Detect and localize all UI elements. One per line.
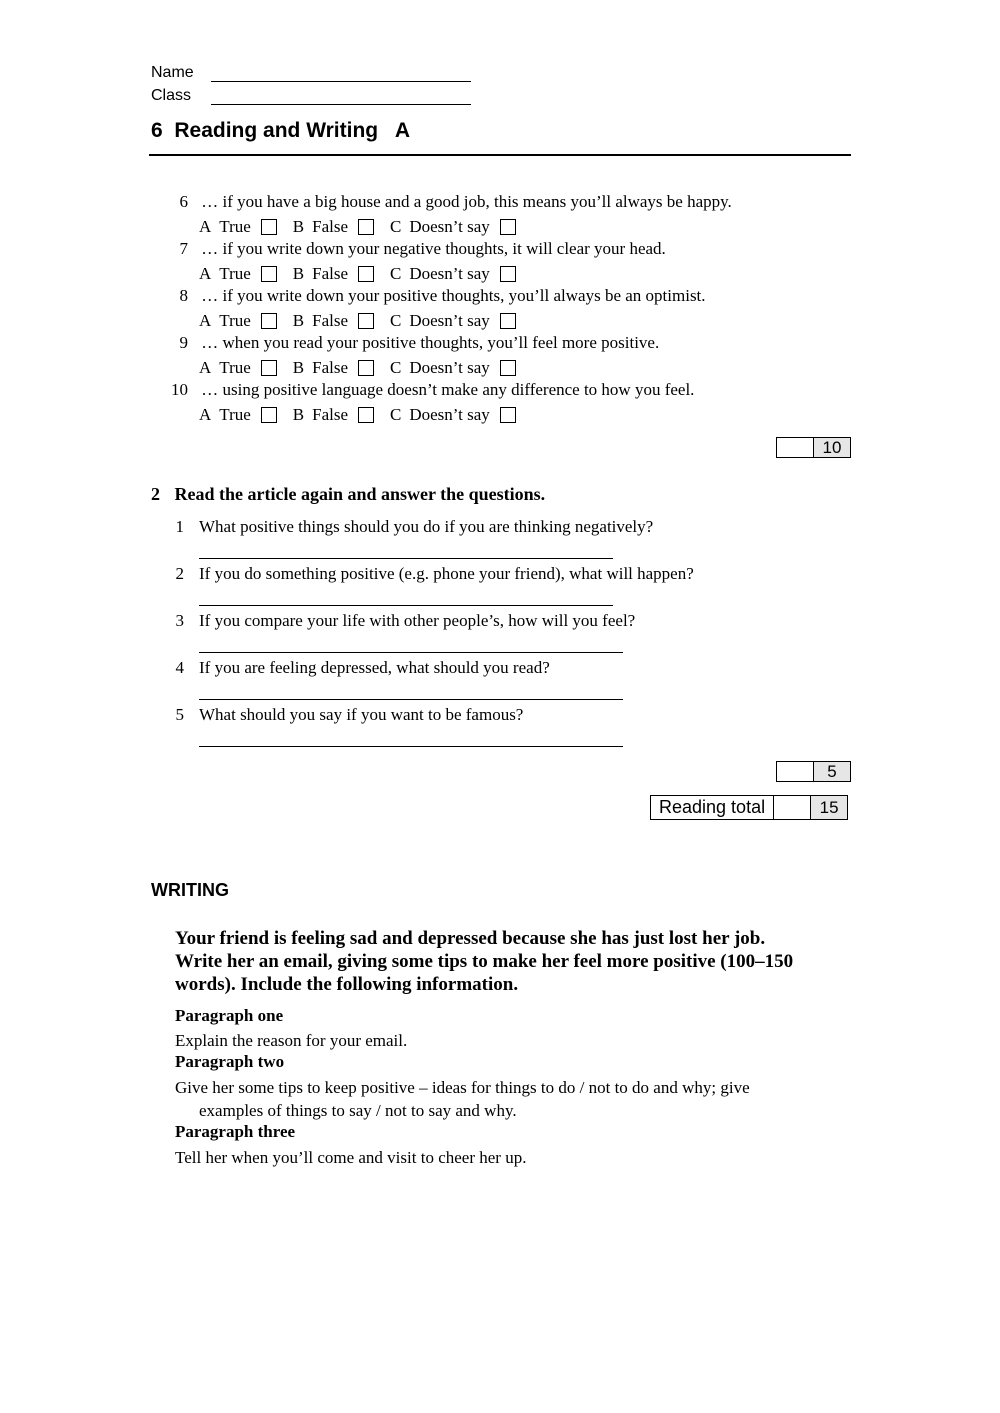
paragraph-heading: Paragraph one xyxy=(175,1006,284,1025)
score-max: 10 xyxy=(814,438,850,457)
title-divider xyxy=(149,154,851,156)
option-letter: A xyxy=(199,217,212,236)
false-checkbox[interactable] xyxy=(358,219,374,235)
task-line: Your friend is feeling sad and depressed because she has just lost her job. xyxy=(175,928,766,949)
question-text: … when you read your positive thoughts, you’ll feel more positive. xyxy=(201,333,660,352)
option-label: False xyxy=(312,405,349,424)
section-title: Read the article again and answer the questions. xyxy=(174,484,546,504)
question-number: 4 xyxy=(175,658,184,677)
tf-question xyxy=(160,192,732,215)
option-label: Doesn’t say xyxy=(409,405,490,424)
option-label: False xyxy=(312,217,349,236)
doesnt-say-checkbox[interactable] xyxy=(500,266,516,282)
answer-options xyxy=(160,215,732,239)
true-checkbox[interactable] xyxy=(261,360,277,376)
false-checkbox[interactable] xyxy=(358,313,374,329)
question-text: If you do something positive (e.g. phone your friend), what will happen? xyxy=(199,564,694,583)
question-text: If you compare your life with other people’s, how will you feel? xyxy=(199,611,636,630)
paragraph-text: Tell her when you’ll come and visit to cheer her up. xyxy=(175,1148,527,1167)
open-question xyxy=(160,658,694,705)
true-checkbox[interactable] xyxy=(261,266,277,282)
open-question xyxy=(160,517,694,564)
question-text: If you are feeling depressed, what should you read? xyxy=(199,658,550,677)
false-checkbox[interactable] xyxy=(358,360,374,376)
option-letter: A xyxy=(199,358,212,377)
name-field[interactable] xyxy=(211,81,471,82)
option-letter: C xyxy=(390,217,402,236)
class-label: Class xyxy=(151,87,192,104)
option-label: True xyxy=(219,358,251,377)
option-label: Doesn’t say xyxy=(409,264,490,283)
tf-question xyxy=(160,286,732,309)
class-field[interactable] xyxy=(211,104,471,105)
true-checkbox[interactable] xyxy=(261,313,277,329)
false-checkbox[interactable] xyxy=(358,266,374,282)
name-label: Name xyxy=(151,64,194,81)
answer-line[interactable] xyxy=(199,652,623,653)
question-number: 5 xyxy=(175,705,184,724)
answer-options xyxy=(160,262,732,286)
paragraph-heading: Paragraph two xyxy=(175,1052,285,1071)
answer-line[interactable] xyxy=(199,699,623,700)
answer-options xyxy=(160,309,732,333)
tf-question-list xyxy=(160,192,732,427)
option-letter: B xyxy=(292,264,305,283)
option-letter: B xyxy=(292,405,305,424)
true-checkbox[interactable] xyxy=(261,407,277,423)
score-max: 15 xyxy=(811,796,847,819)
open-question xyxy=(160,564,694,611)
answer-line[interactable] xyxy=(199,558,613,559)
doesnt-say-checkbox[interactable] xyxy=(500,360,516,376)
option-letter: C xyxy=(390,311,402,330)
false-checkbox[interactable] xyxy=(358,407,374,423)
task-line: words). Include the following information. xyxy=(175,974,519,995)
doesnt-say-checkbox[interactable] xyxy=(500,219,516,235)
score-max: 5 xyxy=(814,762,850,781)
score-entry[interactable] xyxy=(777,438,814,457)
option-letter: A xyxy=(199,264,212,283)
page-title: 6 Reading and Writing A xyxy=(151,119,411,142)
doesnt-say-checkbox[interactable] xyxy=(500,313,516,329)
question-text: … if you write down your negative thoughts, it will clear your head. xyxy=(201,239,666,258)
reading-total-score xyxy=(774,795,848,820)
option-label: True xyxy=(219,311,251,330)
question-number: 9 xyxy=(179,333,188,352)
question-text: What positive things should you do if you are thinking negatively? xyxy=(199,517,654,536)
option-label: False xyxy=(312,311,349,330)
option-letter: B xyxy=(292,311,305,330)
option-letter: B xyxy=(292,217,305,236)
question-number: 3 xyxy=(175,611,184,630)
question-text: What should you say if you want to be famous? xyxy=(199,705,524,724)
writing-paragraph-guide xyxy=(175,1006,855,1169)
question-number: 10 xyxy=(171,380,188,399)
option-label: Doesn’t say xyxy=(409,217,490,236)
paragraph-text: Give her some tips to keep positive – ideas for things to do / not to do and why; give xyxy=(175,1078,750,1097)
option-letter: B xyxy=(292,358,305,377)
answer-line[interactable] xyxy=(199,605,613,606)
question-number: 8 xyxy=(179,286,188,305)
paragraph-text: Explain the reason for your email. xyxy=(175,1031,408,1050)
option-label: True xyxy=(219,217,251,236)
open-question xyxy=(160,611,694,658)
option-letter: C xyxy=(390,358,402,377)
option-label: Doesn’t say xyxy=(409,358,490,377)
option-letter: A xyxy=(199,405,212,424)
true-checkbox[interactable] xyxy=(261,219,277,235)
question-number: 1 xyxy=(175,517,184,536)
section1-score-box xyxy=(776,437,851,458)
question-number: 2 xyxy=(175,564,184,583)
question-number: 6 xyxy=(179,192,188,211)
tf-question xyxy=(160,333,732,356)
score-entry[interactable] xyxy=(777,762,814,781)
task-line: Write her an email, giving some tips to make her feel more positive (100–150 xyxy=(175,951,794,972)
writing-task xyxy=(175,927,855,996)
option-label: True xyxy=(219,264,251,283)
tf-question xyxy=(160,239,732,262)
option-label: False xyxy=(312,358,349,377)
open-question xyxy=(160,705,694,752)
score-entry[interactable] xyxy=(774,796,811,819)
doesnt-say-checkbox[interactable] xyxy=(500,407,516,423)
answer-line[interactable] xyxy=(199,746,623,747)
question-text: … if you have a big house and a good job, this means you’ll always be happy. xyxy=(201,192,732,211)
paragraph-text: examples of things to say / not to say and why. xyxy=(199,1101,517,1120)
option-label: True xyxy=(219,405,251,424)
writing-heading: WRITING xyxy=(151,880,229,900)
reading-total-label: Reading total xyxy=(650,795,774,820)
section2-score-box xyxy=(776,761,851,782)
open-question-list xyxy=(160,517,694,752)
option-letter: C xyxy=(390,405,402,424)
option-letter: C xyxy=(390,264,402,283)
option-letter: A xyxy=(199,311,212,330)
question-text: … using positive language doesn’t make any difference to how you feel. xyxy=(201,380,695,399)
tf-question xyxy=(160,380,732,403)
option-label: False xyxy=(312,264,349,283)
option-label: Doesn’t say xyxy=(409,311,490,330)
reading-total-box xyxy=(650,795,848,820)
question-text: … if you write down your positive thoughts, you’ll always be an optimist. xyxy=(201,286,706,305)
paragraph-heading: Paragraph three xyxy=(175,1122,296,1141)
question-number: 7 xyxy=(179,239,188,258)
section-number: 2 xyxy=(151,484,160,504)
answer-options xyxy=(160,403,732,427)
section2-heading xyxy=(151,484,545,505)
answer-options xyxy=(160,356,732,380)
